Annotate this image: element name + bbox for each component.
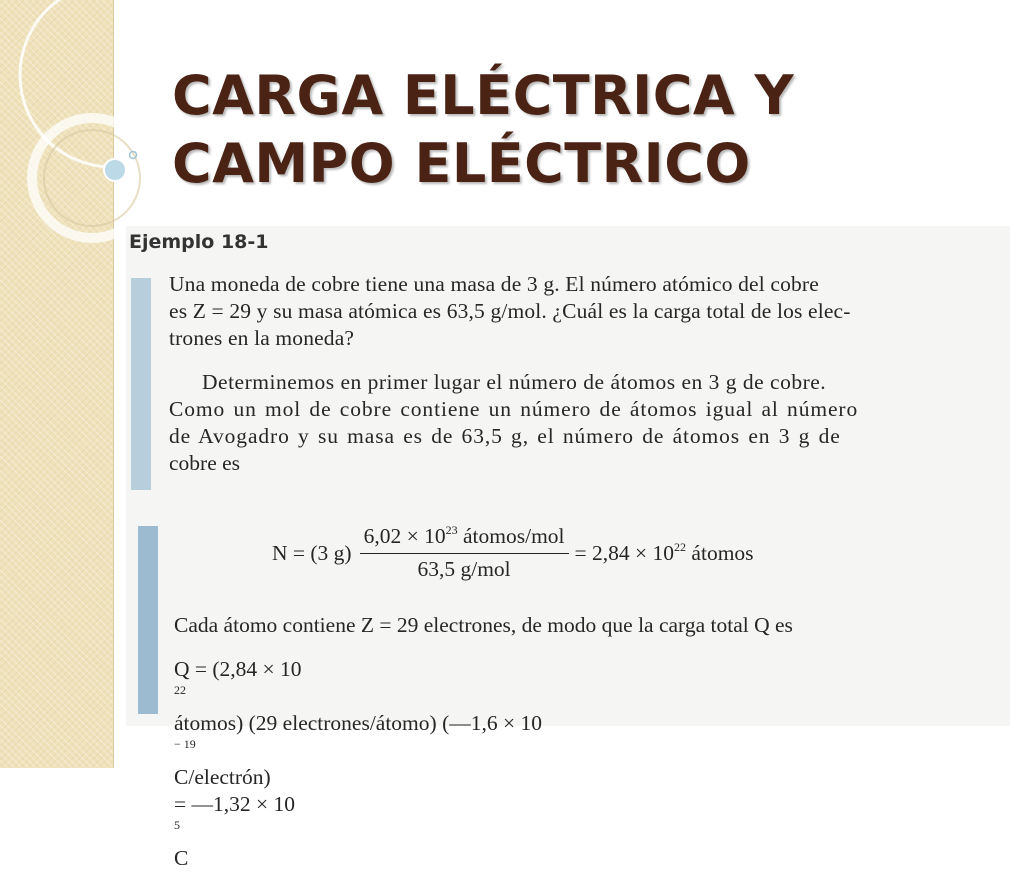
decorative-circles — [0, 0, 160, 260]
example-heading: Ejemplo 18-1 — [129, 231, 269, 253]
slide-title-line-2: CAMPO ELÉCTRICO — [172, 132, 751, 195]
solution-line: Como un mol de cobre contiene un número de átomos igual al número — [169, 397, 859, 421]
slide-title-line-1: CARGA ELÉCTRICA Y — [172, 64, 795, 127]
numerator-base: 6,02 × 10 — [363, 524, 446, 548]
rhs-exponent: 22 — [674, 539, 687, 554]
charge-equation-line-1 — [174, 656, 542, 791]
rhs-base: = 2,84 × 10 — [574, 540, 675, 565]
equation-rhs — [575, 541, 754, 566]
rhs-unit: átomos — [686, 540, 754, 565]
charge-eq2-exp: 5 — [174, 818, 180, 832]
slide-title — [172, 62, 992, 198]
problem-statement — [169, 271, 989, 352]
fraction-denominator: 63,5 g/mol — [417, 557, 511, 581]
charge-eq1-exp-b: − 19 — [174, 737, 196, 751]
numerator-exponent: 23 — [445, 523, 458, 537]
problem-line: trones en la moneda? — [169, 326, 355, 350]
accent-bar-bottom — [138, 526, 158, 714]
charge-equation — [174, 656, 542, 872]
solution-line: de Avogadro y su masa es de 63,5 g, el número de átomos en 3 g de — [169, 424, 841, 448]
equation-lhs: N = (3 g) — [272, 540, 352, 565]
charge-eq1-part-c: C/electrón) — [174, 765, 271, 789]
numerator-unit: átomos/mol — [457, 524, 565, 548]
charge-eq2-part-b: C — [174, 846, 189, 870]
problem-line: es Z = 29 y su masa atómica es 63,5 g/mol. ¿Cuál es la carga total de los elec- — [169, 299, 851, 323]
charge-eq1-exp-a: 22 — [174, 683, 186, 697]
atom-count-equation — [272, 518, 754, 588]
solution-line: Determinemos en primer lugar el número de átomos en 3 g de cobre. — [202, 370, 827, 394]
fraction-numerator — [360, 524, 569, 554]
problem-line: Una moneda de cobre tiene una masa de 3 g. El número atómico del cobre — [169, 272, 819, 296]
equation-fraction — [360, 524, 569, 582]
charge-eq2-part-a: = —1,32 × 10 — [174, 792, 296, 816]
solution-paragraph — [169, 369, 989, 477]
scanned-example-image — [126, 226, 1010, 870]
solution-line: cobre es — [169, 451, 241, 475]
charge-statement: Cada átomo contiene Z = 29 electrones, de modo que la carga total Q es — [174, 613, 793, 637]
charge-eq1-part-b: átomos) (29 electrones/átomo) (—1,6 × 10 — [174, 711, 542, 735]
charge-eq1-part-a: Q = (2,84 × 10 — [174, 657, 302, 681]
accent-bar-top — [131, 278, 151, 490]
charge-equation-line-2 — [174, 791, 542, 872]
